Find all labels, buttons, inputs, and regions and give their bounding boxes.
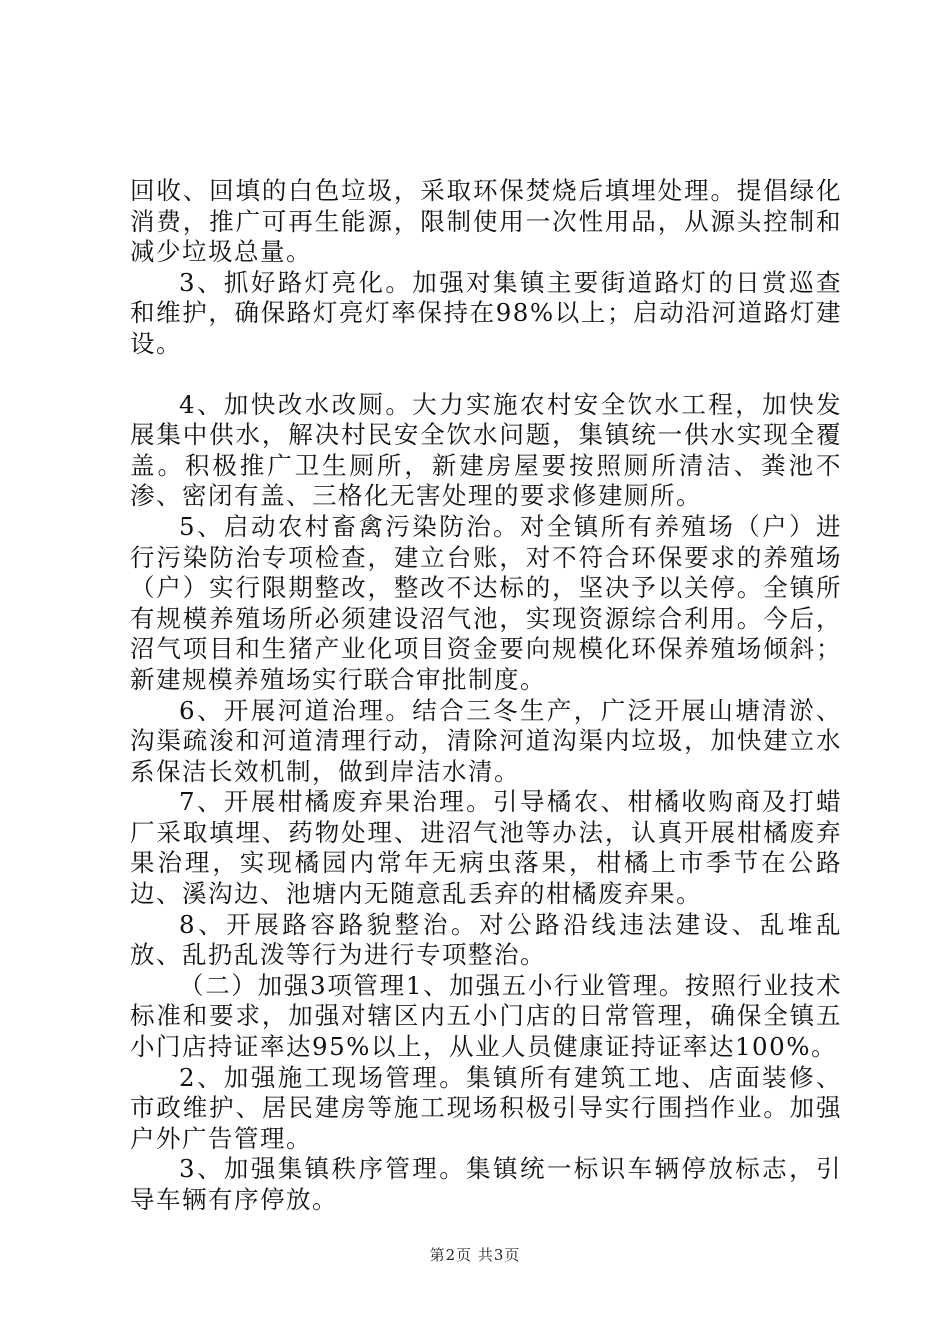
paragraph-town-order: 3、加强集镇秩序管理。集镇统一标识车辆停放标志，引导车辆有序停放。 (130, 1154, 842, 1214)
page-number-footer: 第2页 共3页 (429, 1246, 521, 1264)
paragraph-water-toilets: 4、加快改水改厕。大力实施农村安全饮水工程，加快发展集中供水，解决村民安全饮水问题，集镇统一供水实现全覆盖。积极推广卫生厕所，新建房屋要按照厕所清洁、粪池不渗、密闭有盖、三格化无害处理的要求修建厕所。 (130, 389, 842, 511)
paragraph-street-lights: 3、抓好路灯亮化。加强对集镇主要街道路灯的日赏巡查和维护，确保路灯亮灯率保持在98%以上；启动沿河道路灯建设。 (130, 267, 842, 358)
paragraph-livestock-pollution: 5、启动农村畜禽污染防治。对全镇所有养殖场（户）进行污染防治专项检查，建立台账，对不符合环保要求的养殖场（户）实行限期整改，整改不达标的，坚决予以关停。全镇所有规模养殖场所必须建设沼气池，实现资源综合利用。今后，沼气项目和生猪产业化项目资金要向规模化环保养殖场倾斜；新建规模养殖场实行联合审批制度。 (130, 511, 842, 694)
document-body (130, 176, 842, 1216)
paragraph-river-management: 6、开展河道治理。结合三冬生产，广泛开展山塘清淤、沟渠疏浚和河道清理行动，清除河道沟渠内垃圾，加快建立水系保洁长效机制，做到岸洁水清。 (130, 695, 842, 786)
paragraph-citrus-waste: 7、开展柑橘废弃果治理。引导橘农、柑橘收购商及打蜡厂采取填埋、药物处理、进沼气池等办法，认真开展柑橘废弃果治理，实现橘园内常年无病虫落果，柑橘上市季节在公路边、溪沟边、池塘内无随意乱丢弃的柑橘废弃果。 (130, 787, 842, 909)
paragraph-management-section: （二）加强3项管理1、加强五小行业管理。按照行业技术标准和要求，加强对辖区内五小门店的日常管理，确保全镇五小门店持证率达95%以上，从业人员健康证持证率达100%。 (130, 970, 842, 1062)
paragraph-waste-continuation: 回收、回填的白色垃圾，采取环保焚烧后填埋处理。提倡绿化消费，推广可再生能源，限制使用一次性用品，从源头控制和减少垃圾总量。 (130, 176, 842, 267)
paragraph-road-appearance: 8、开展路容路貌整治。对公路沿线违法建设、乱堆乱放、乱扔乱泼等行为进行专项整治。 (130, 909, 842, 970)
paragraph-construction-sites: 2、加强施工现场管理。集镇所有建筑工地、店面装修、市政维护、居民建房等施工现场积极引导实行围挡作业。加强户外广告管理。 (130, 1062, 842, 1153)
